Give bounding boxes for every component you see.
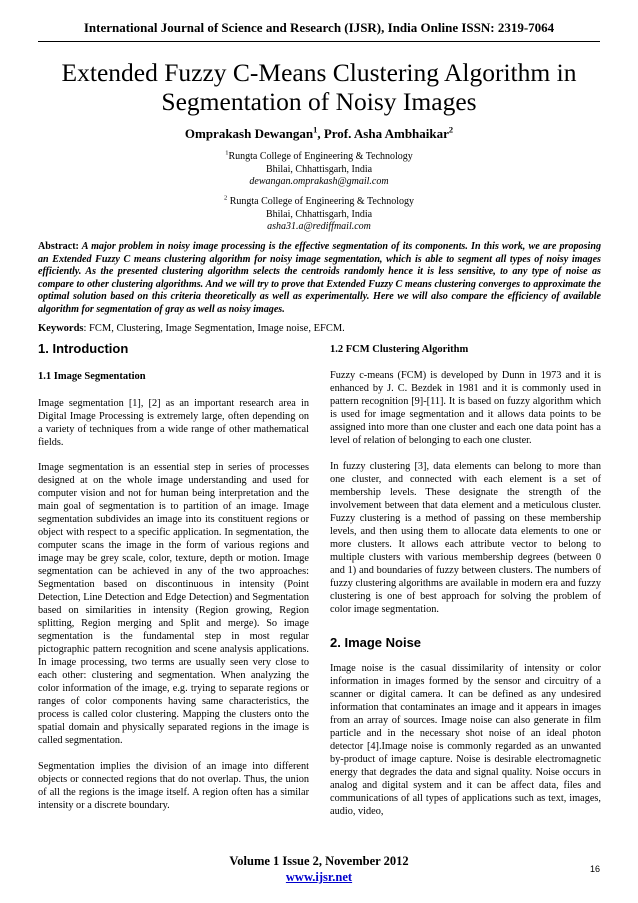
subsection-image-segmentation-heading: 1.1 Image Segmentation: [38, 371, 146, 382]
journal-header: International Journal of Science and Research (IJSR), India Online ISSN: 2319-7064: [83, 20, 555, 35]
affil-2-email[interactable]: asha31.a@rediffmail.com: [267, 221, 371, 232]
author-separator: ,: [317, 126, 324, 141]
affil-2-sup: 2: [223, 194, 228, 202]
right-column: [330, 343, 601, 818]
footer-volume: Volume 1 Issue 2, November 2012: [229, 854, 409, 868]
author-1-sup: 1: [313, 124, 318, 135]
keywords-text: : FCM, Clustering, Image Segmentation, Image noise, EFCM.: [83, 323, 345, 334]
noise-paragraph-1: Image noise is the casual dissimilarity of intensity or color information in images formed by the sensor and circuitry of a scanner or digital camera. It can be defined as any undesired information that contaminates an image and it appears in images from an array of sources. Image noise can also generate in film particle and in the necessary shot noise of an ideal photon detector [4].Image noise is commonly regarded as an unwanted by-product of image capture. Noise is desirable electromagnetic energy that degrades the data and signal quality. Noise occurs in analog and digital system and it can be affect data, files and communications of all types of applications such as text, images, audio, video,: [330, 663, 601, 817]
author-2-sup: 2: [448, 124, 454, 135]
keywords-label: Keywords: [38, 323, 84, 334]
page-number: 16: [590, 864, 601, 874]
section-image-noise-heading: 2. Image Noise: [330, 635, 422, 650]
affil-1-email[interactable]: dewangan.omprakash@gmail.com: [249, 176, 389, 187]
author-1: Omprakash Dewangan: [184, 126, 314, 141]
abstract-text: A major problem in noisy image processing is the effective segmentation of its components. In this work, we are proposing an Extended Fuzzy C means clustering algorithm for noisy image segmentation, which is able to segment all types of noisy images efficiently. As the presented clustering algorithm selects the centroids randomly hence it is less sensitive, to any type of noise as compare to other clustering algorithms. And we will try to prove that Extended Fuzzy C means clustering converges to approximate the optimal solution based on this criteria theoretically as well as experimentally. Here we will also compare the efficiency of available algorithm for segmentation of gray as well as noisy images.: [38, 241, 601, 315]
fcm-paragraph-1: Fuzzy c-means (FCM) is developed by Dunn in 1973 and it is enhanced by J. C. Bezdek in 1981 and it is commonly used in pattern recognition [9]-[11]. It is based on fuzzy algorithm which is used for image segmentation and it allows data points to be assigned into more than one cluster and each one data point has a level of relation of belonging to each one cluster.: [330, 370, 601, 446]
title-line-2: Segmentation of Noisy Images: [161, 87, 477, 116]
paper-title: [30, 58, 608, 116]
affiliation-2: [0, 196, 638, 234]
abstract-label: Abstract:: [38, 241, 79, 252]
intro-paragraph-1: Image segmentation [1], [2] as an important research area in Digital Image Processing is extremely large, often depending on a variety of techniques from a wide range of other mathematical fields.: [38, 398, 309, 448]
author-2: Prof. Asha Ambhaikar: [323, 126, 449, 141]
affil-2-location: Bhilai, Chhattisgarh, India: [265, 208, 373, 220]
affil-1-sup: 1: [225, 149, 229, 157]
intro-paragraph-2: Image segmentation is an essential step in series of processes designed at on the whole image understanding and used for computer vision and not for human being interpretation and the main goal of segmentation is to partition of an image. Image segmentation subdivides an image into its constituent regions or object with respect to a specific application. In segmentation, the computer scans the image in the form of various regions and image may be grey scale, color, texture, depth or motion. Image segmentation can be achieved in any of the two approaches: Segmentation based on discontinuous in intensity (Point Detection, Line Detection and Edge Detection) and Segmentation based on similarities in intensity (Region growing, Region splitting, Region merging and Split and merge). So image segmentation is the fundamental step in most regular pictographic pattern recognition and scene analysis applications. In image processing, two terms are usually seen very close to each other: clustering and segmentation. When analyzing the color information of the image, e.g. trying to separate regions or ranges of color components having same characteristics, the process is called color clustering. Mapping the clusters onto the spatial domain and physically separated regions in the image is called segmentation.: [38, 462, 309, 746]
fcm-paragraph-2: In fuzzy clustering [3], data elements can belong to more than one cluster, and connected with each element is a set of membership levels. These designate the strength of the involvement between that data element and a meticulous cluster. Fuzzy clustering is a method of passing on these membership levels, and then using them to allocate data elements to one or more clusters. It allows each attribute vector to belong to multiple clusters with various membership degrees (between 0 and 1) and boundaries of fuzzy between clusters. The numbers of fuzzy clustering algorithms are available in modern era and fuzzy clustering is one of best approach for solving the problem of color image segmentation.: [330, 461, 601, 615]
subsection-fcm-heading: 1.2 FCM Clustering Algorithm: [330, 344, 469, 355]
footer-url-link[interactable]: www.ijsr.net: [285, 870, 353, 884]
header-rule: [38, 41, 600, 42]
section-introduction-heading: 1. Introduction: [38, 341, 129, 356]
affil-1-location: Bhilai, Chhattisgarh, India: [265, 163, 373, 175]
left-column: [38, 342, 309, 812]
affil-1-institution: Rungta College of Engineering & Technology: [228, 151, 413, 162]
intro-paragraph-3: Segmentation implies the division of an image into different objects or connected regions that do not overlap. Thus, the union of all the regions is the image itself. A region often has a similar intensity or a discrete boundary.: [38, 761, 309, 811]
affiliation-1: [0, 151, 638, 189]
affil-2-institution: Rungta College of Engineering & Technology: [227, 196, 415, 207]
keywords: [38, 323, 601, 334]
authors: [0, 126, 638, 142]
title-line-1: Extended Fuzzy C-Means Clustering Algorithm in: [61, 58, 577, 87]
abstract: [38, 241, 601, 317]
